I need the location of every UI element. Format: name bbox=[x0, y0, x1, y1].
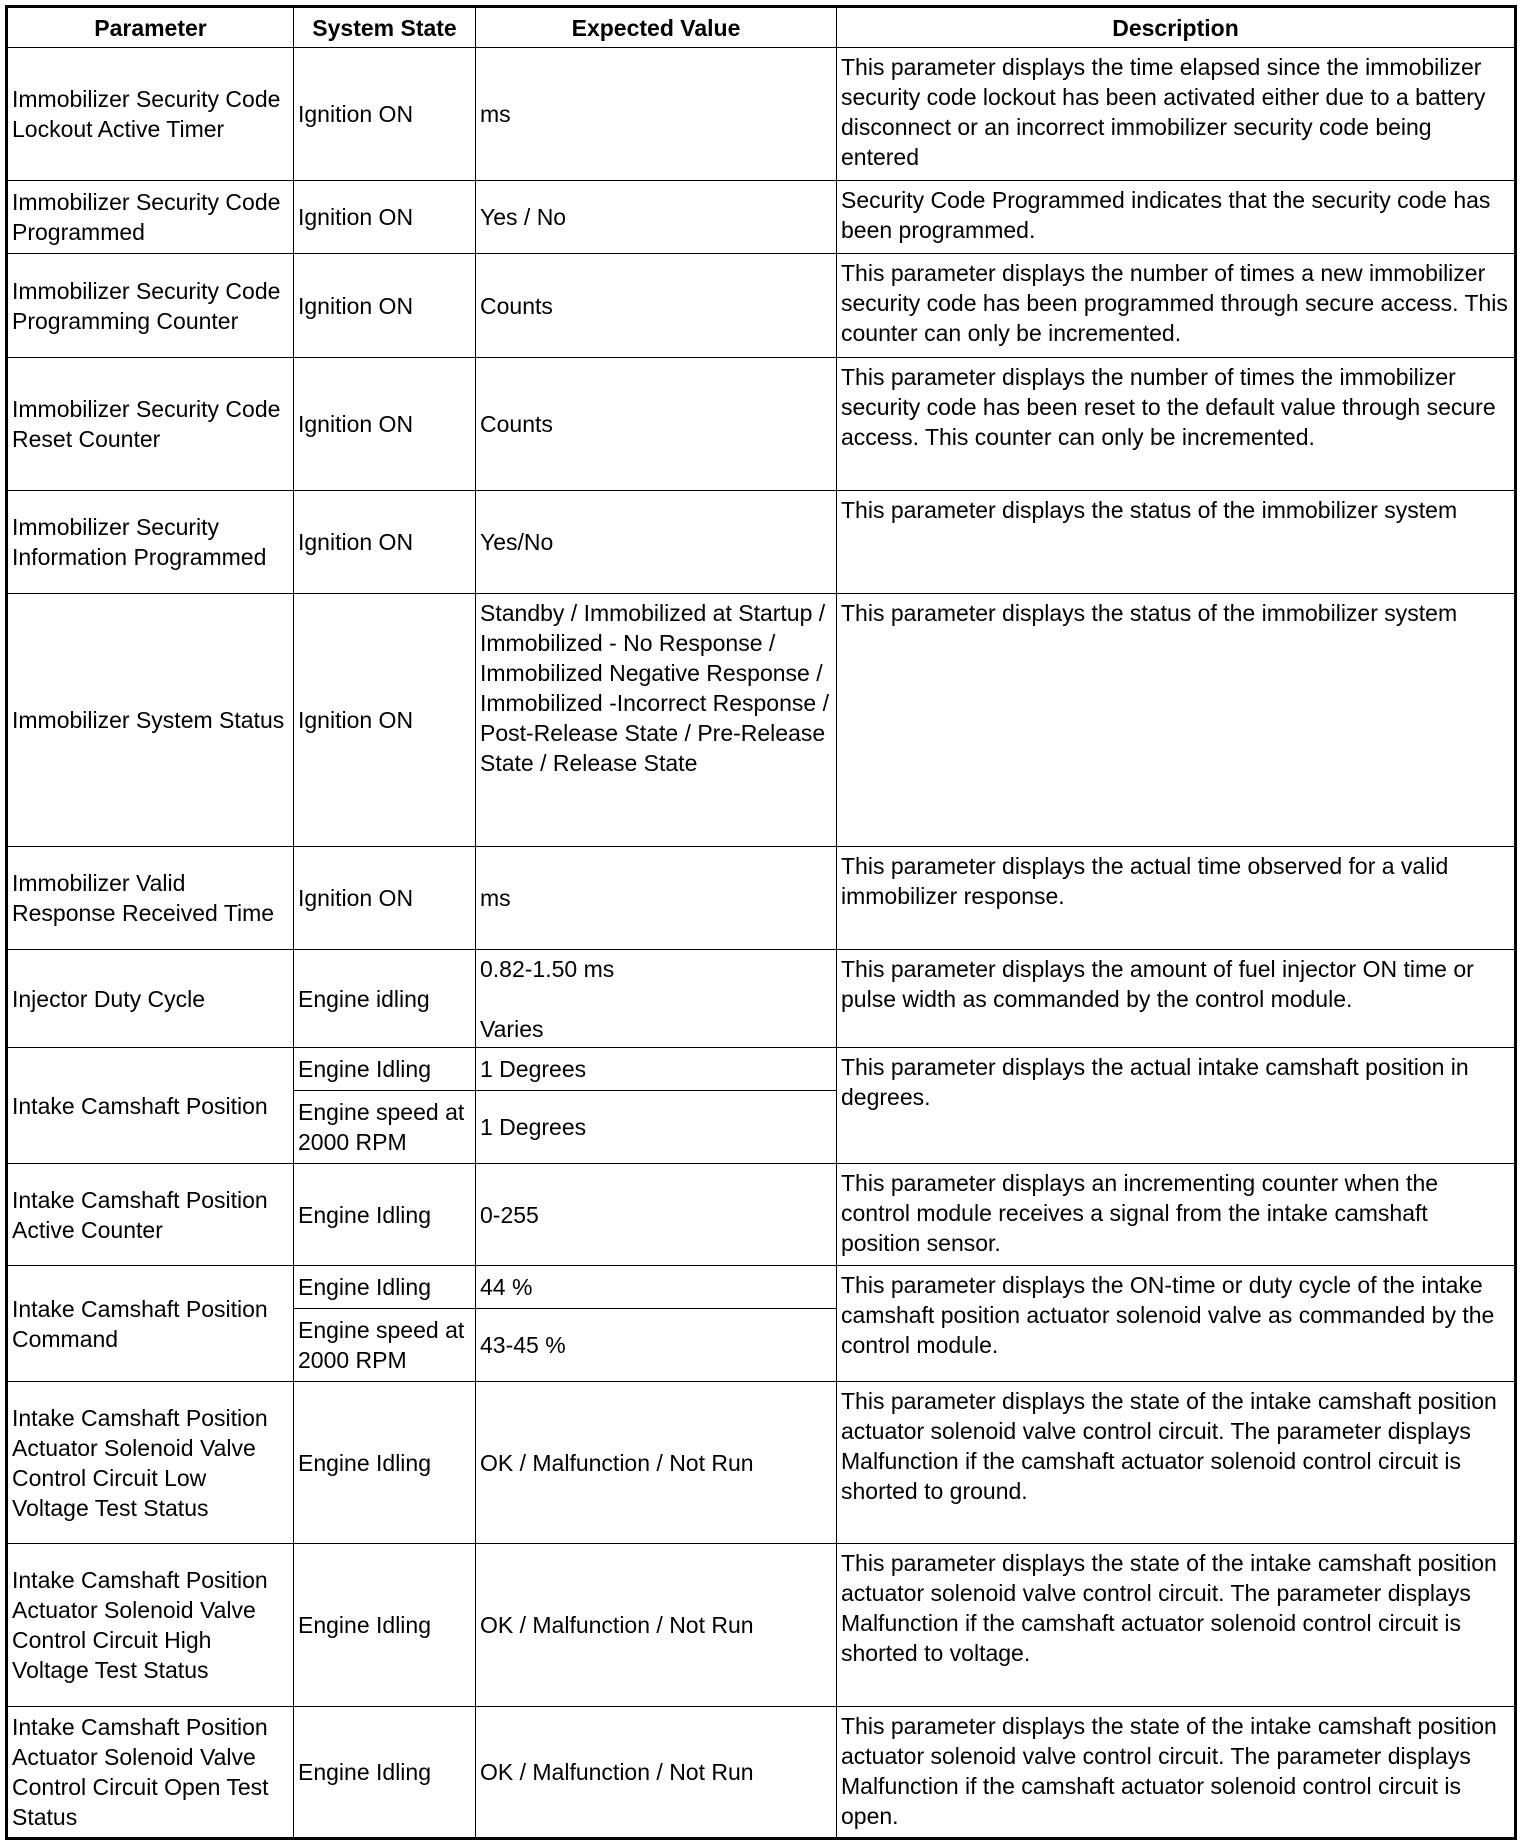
parameter-cell: Immobilizer System Status bbox=[7, 594, 294, 847]
description-cell: This parameter displays the actual intake camshaft position in degrees. bbox=[837, 1048, 1516, 1164]
system-state-cell: Engine Idling bbox=[294, 1544, 476, 1707]
system-state-cell: Engine Idling bbox=[294, 1048, 476, 1091]
parameter-cell: Intake Camshaft Position Actuator Solenoid Valve Control Circuit Open Test Status bbox=[7, 1707, 294, 1839]
header-system-state: System State bbox=[294, 7, 476, 48]
expected-value-cell: OK / Malfunction / Not Run bbox=[476, 1707, 837, 1839]
system-state-cell: Ignition ON bbox=[294, 491, 476, 594]
system-state-cell: Engine speed at 2000 RPM bbox=[294, 1091, 476, 1164]
description-cell: This parameter displays the state of the intake camshaft position actuator solenoid valve control circuit. The parameter displays Malfunction if the camshaft actuator solenoid control circuit is shorted to voltage. bbox=[837, 1544, 1516, 1707]
table-row bbox=[7, 1048, 1516, 1091]
table-row bbox=[7, 594, 1516, 847]
system-state-cell: Engine Idling bbox=[294, 1707, 476, 1839]
expected-value-cell: ms bbox=[476, 48, 837, 181]
description-cell: This parameter displays an incrementing counter when the control module receives a signal from the intake camshaft position sensor. bbox=[837, 1164, 1516, 1266]
parameter-cell: Immobilizer Security Code Reset Counter bbox=[7, 358, 294, 491]
expected-value-cell: ms bbox=[476, 847, 837, 950]
parameter-cell: Intake Camshaft Position Command bbox=[7, 1266, 294, 1382]
parameter-table bbox=[5, 5, 1517, 1840]
table-row bbox=[7, 1266, 1516, 1309]
parameter-cell: Intake Camshaft Position Actuator Solenoid Valve Control Circuit Low Voltage Test Status bbox=[7, 1382, 294, 1544]
table-row bbox=[7, 254, 1516, 358]
table-row bbox=[7, 48, 1516, 181]
table-row bbox=[7, 358, 1516, 491]
table-body bbox=[7, 48, 1516, 1839]
table-row bbox=[7, 1164, 1516, 1266]
system-state-cell: Engine Idling bbox=[294, 1266, 476, 1309]
expected-value-cell: Standby / Immobilized at Startup / Immobilized - No Response / Immobilized Negative Response / Immobilized -Incorrect Response / Post-Release State / Pre-Release State / Release State bbox=[476, 594, 837, 847]
header-parameter: Parameter bbox=[7, 7, 294, 48]
header-row bbox=[7, 7, 1516, 48]
system-state-cell: Ignition ON bbox=[294, 254, 476, 358]
description-cell: This parameter displays the actual time observed for a valid immobilizer response. bbox=[837, 847, 1516, 950]
expected-value-cell: Yes/No bbox=[476, 491, 837, 594]
description-cell: This parameter displays the time elapsed since the immobilizer security code lockout has been activated either due to a battery disconnect or an incorrect immobilizer security code being entered bbox=[837, 48, 1516, 181]
expected-value-cell: 0-255 bbox=[476, 1164, 837, 1266]
parameter-cell: Injector Duty Cycle bbox=[7, 950, 294, 1048]
parameter-cell: Immobilizer Security Information Programmed bbox=[7, 491, 294, 594]
description-cell: This parameter displays the amount of fuel injector ON time or pulse width as commanded by the control module. bbox=[837, 950, 1516, 1048]
table-row bbox=[7, 1382, 1516, 1544]
expected-value-cell: 43-45 % bbox=[476, 1309, 837, 1382]
system-state-cell: Ignition ON bbox=[294, 48, 476, 181]
expected-value-cell: 0.82-1.50 ms Varies bbox=[476, 950, 837, 1048]
system-state-cell: Engine idling bbox=[294, 950, 476, 1048]
header-expected-value: Expected Value bbox=[476, 7, 837, 48]
description-cell: Security Code Programmed indicates that the security code has been programmed. bbox=[837, 181, 1516, 254]
parameter-cell: Immobilizer Valid Response Received Time bbox=[7, 847, 294, 950]
expected-value-cell: Counts bbox=[476, 254, 837, 358]
system-state-cell: Engine speed at 2000 RPM bbox=[294, 1309, 476, 1382]
table-row bbox=[7, 181, 1516, 254]
table-row bbox=[7, 1707, 1516, 1839]
system-state-cell: Engine Idling bbox=[294, 1382, 476, 1544]
description-cell: This parameter displays the status of the immobilizer system bbox=[837, 491, 1516, 594]
table-row bbox=[7, 950, 1516, 1048]
expected-value-cell: OK / Malfunction / Not Run bbox=[476, 1382, 837, 1544]
parameter-cell: Immobilizer Security Code Lockout Active Timer bbox=[7, 48, 294, 181]
table-row bbox=[7, 1544, 1516, 1707]
expected-value-cell: Yes / No bbox=[476, 181, 837, 254]
expected-value-cell: Counts bbox=[476, 358, 837, 491]
description-cell: This parameter displays the number of times a new immobilizer security code has been programmed through secure access. This counter can only be incremented. bbox=[837, 254, 1516, 358]
description-cell: This parameter displays the ON-time or duty cycle of the intake camshaft position actuator solenoid valve as commanded by the control module. bbox=[837, 1266, 1516, 1382]
expected-value-cell: 1 Degrees bbox=[476, 1048, 837, 1091]
system-state-cell: Ignition ON bbox=[294, 594, 476, 847]
system-state-cell: Ignition ON bbox=[294, 847, 476, 950]
description-cell: This parameter displays the state of the intake camshaft position actuator solenoid valve control circuit. The parameter displays Malfunction if the camshaft actuator solenoid control circuit is open. bbox=[837, 1707, 1516, 1839]
header-description: Description bbox=[837, 7, 1516, 48]
parameter-cell: Intake Camshaft Position Active Counter bbox=[7, 1164, 294, 1266]
parameter-cell: Intake Camshaft Position bbox=[7, 1048, 294, 1164]
description-cell: This parameter displays the number of times the immobilizer security code has been reset to the default value through secure access. This counter can only be incremented. bbox=[837, 358, 1516, 491]
parameter-cell: Intake Camshaft Position Actuator Solenoid Valve Control Circuit High Voltage Test Status bbox=[7, 1544, 294, 1707]
table-row bbox=[7, 491, 1516, 594]
system-state-cell: Ignition ON bbox=[294, 358, 476, 491]
system-state-cell: Ignition ON bbox=[294, 181, 476, 254]
expected-value-cell: OK / Malfunction / Not Run bbox=[476, 1544, 837, 1707]
description-cell: This parameter displays the status of the immobilizer system bbox=[837, 594, 1516, 847]
parameter-cell: Immobilizer Security Code Programmed bbox=[7, 181, 294, 254]
description-cell: This parameter displays the state of the intake camshaft position actuator solenoid valve control circuit. The parameter displays Malfunction if the camshaft actuator solenoid control circuit is shorted to ground. bbox=[837, 1382, 1516, 1544]
expected-value-cell: 1 Degrees bbox=[476, 1091, 837, 1164]
system-state-cell: Engine Idling bbox=[294, 1164, 476, 1266]
parameter-cell: Immobilizer Security Code Programming Counter bbox=[7, 254, 294, 358]
expected-value-cell: 44 % bbox=[476, 1266, 837, 1309]
table-row bbox=[7, 847, 1516, 950]
